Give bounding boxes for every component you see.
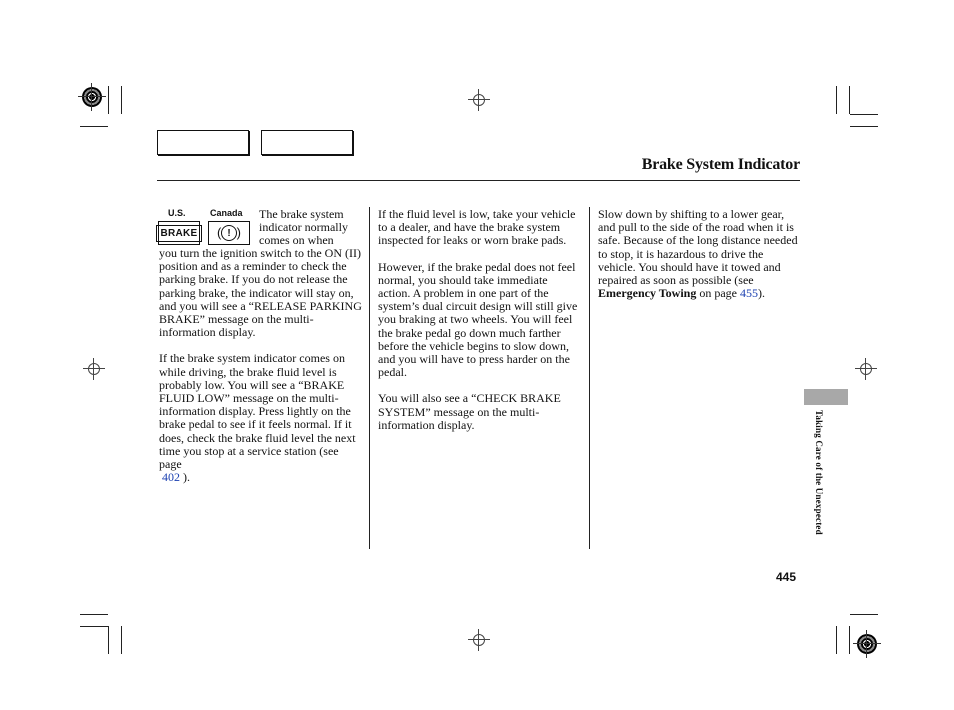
canada-label: Canada <box>210 208 243 218</box>
column-1 <box>159 247 364 497</box>
page-number: 445 <box>776 570 797 584</box>
crosshair-icon <box>468 629 490 651</box>
brake-indicator-us <box>158 221 200 245</box>
crosshair-icon <box>855 358 877 380</box>
registration-target-icon <box>82 87 102 107</box>
crop-mark <box>80 126 108 127</box>
column-divider <box>369 207 370 549</box>
column-3 <box>598 208 798 313</box>
col3-p1-text: Slow down by shifting to a lower gear, and pull to the side of the road when it is safe. Because of the long distance needed to stop, it is hazardous to drive the vehicle. You should have it towed and repaired as soon as possible (see <box>598 207 798 288</box>
section-side-label: Taking Care of the Unexpected <box>814 410 824 535</box>
registration-target-icon <box>857 634 877 654</box>
column-divider <box>589 207 590 549</box>
crop-mark <box>849 86 850 114</box>
col3-p1-end: ). <box>758 286 765 301</box>
col3-paragraph-1 <box>598 208 798 300</box>
col2-paragraph-1: If the fluid level is low, take your vehicle to a dealer, and have the brake system inspected for leaks or worn brake pads. <box>378 207 576 248</box>
brake-indicator-canada <box>208 221 250 245</box>
col2-paragraph-2: However, if the brake pedal does not feel normal, you should take immediate action. A problem in one part of the system’s dual circuit design will still give you braking at two wheels. You will feel the brake pedal go down much farther before the vehicle begins to slow down, and you will have to press harder on the pedal. <box>378 259 578 380</box>
crop-mark <box>121 626 122 654</box>
col1-paragraph-1-rest: you turn the ignition switch to the ON (II) position and as a reminder to check the parking brake. If you do not release the parking brake, the indicator will stay on, and you will see a “RELEASE PARKING BRAKE” message on the multi-information display. <box>159 246 362 340</box>
emergency-towing-ref: Emergency Towing <box>598 286 697 301</box>
crop-mark <box>850 114 878 115</box>
crop-mark <box>80 614 108 615</box>
page-title: Brake System Indicator <box>641 156 800 173</box>
col1-p2-text: If the brake system indicator comes on while driving, the brake fluid level is probably low. You will see a “BRAKE FLUID LOW” message on the multi-information display. Press lightly on the brake pedal to see if it feels normal. If it does, check the brake fluid level the next time you stop at a service station (see page <box>159 351 356 472</box>
header-tab-box <box>157 130 249 155</box>
column-1-top <box>259 208 365 248</box>
brake-text-icon: BRAKE <box>156 225 201 242</box>
crop-mark <box>850 126 878 127</box>
header-tab-box <box>261 130 353 155</box>
title-rule <box>157 180 800 181</box>
col3-p1-mid: on page <box>699 286 737 301</box>
page-link-402[interactable]: 402 <box>162 470 180 485</box>
page-link-455[interactable]: 455 <box>740 286 758 301</box>
crop-mark <box>836 86 837 114</box>
crop-mark <box>108 626 109 654</box>
crop-mark <box>80 626 108 627</box>
crop-mark <box>850 614 878 615</box>
column-2 <box>378 208 582 445</box>
crop-mark <box>108 86 109 114</box>
crosshair-icon <box>468 89 490 111</box>
col2-paragraph-3: You will also see a “CHECK BRAKE SYSTEM” message on the multi-information display. <box>378 391 561 432</box>
col1-paragraph-2 <box>159 352 364 484</box>
crop-mark <box>121 86 122 114</box>
crop-mark <box>849 626 850 654</box>
crosshair-icon <box>83 358 105 380</box>
brake-warning-icon: ( ! ) <box>221 225 237 241</box>
us-label: U.S. <box>168 208 186 218</box>
section-side-tab <box>804 389 848 405</box>
crop-mark <box>836 626 837 654</box>
col1-p2-end: ). <box>183 470 190 485</box>
col1-p1-start: The brake system indicator normally comes on when <box>259 207 348 248</box>
